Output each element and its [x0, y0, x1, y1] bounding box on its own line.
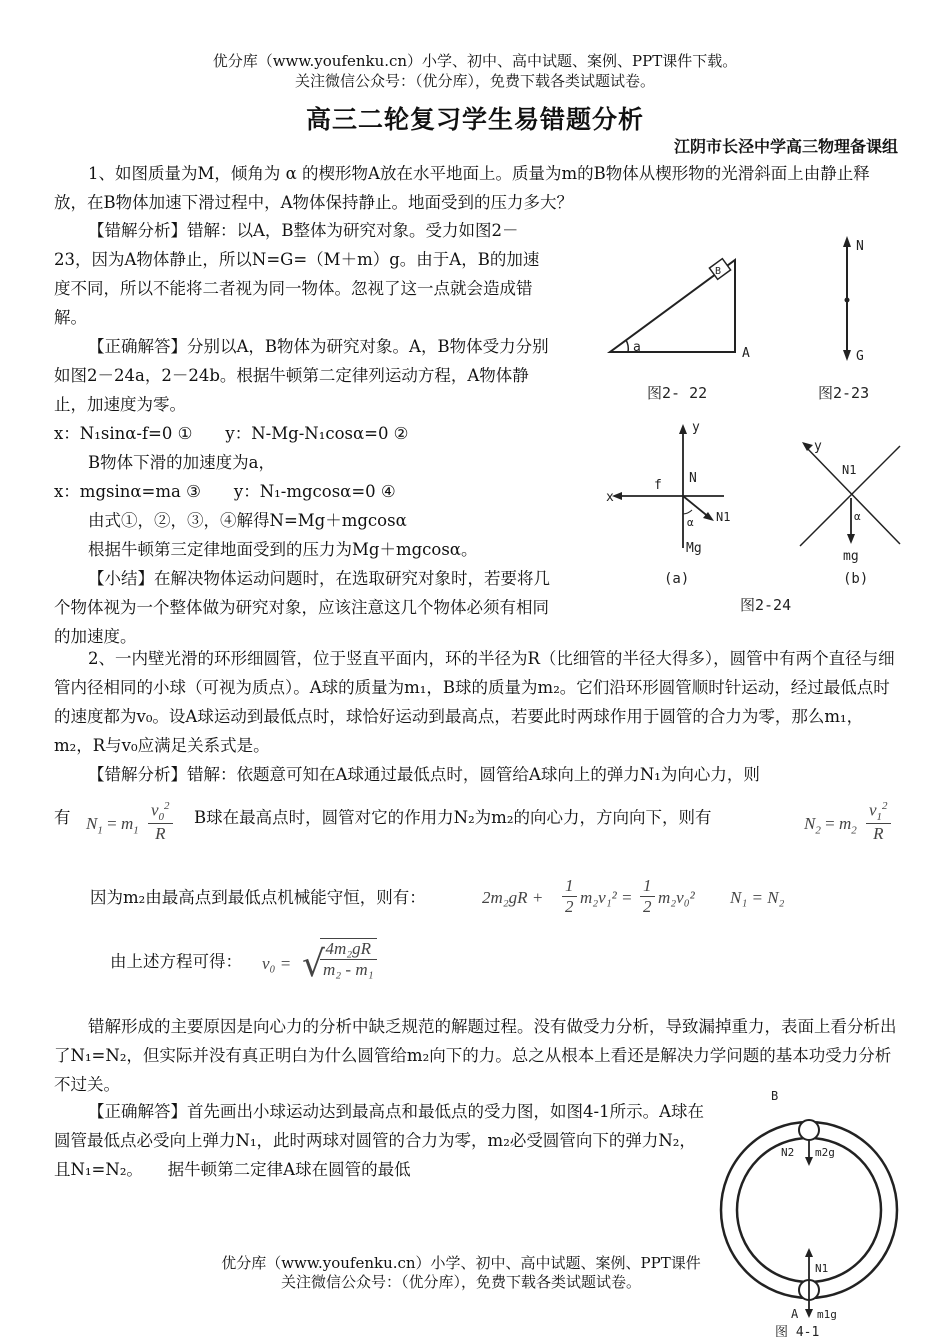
arrow-icon: [802, 442, 813, 451]
formula-v1: v: [869, 800, 877, 820]
arrow-down-icon: [805, 1309, 813, 1318]
q1-wrong-text: 错解：以A，B整体为研究对象。受力如图2－23，因为A物体静止，所以N=G=（M＋m）g。由于A，B的加速度不同，所以不能将二者视为同一物体。忽视了这一点就会造成错解。: [54, 221, 540, 327]
q1-summary: [54, 564, 554, 651]
formula-v0: v: [151, 800, 159, 820]
q2-wrong-label: 【错解分析】: [88, 765, 187, 784]
q2-correct-label: 【正确解答】: [88, 1102, 187, 1121]
formula-m2: m: [838, 814, 852, 833]
header-line-1: 优分库（www.youfenku.cn）小学、初中、高中试题、案例、PPT课件下载。: [212, 52, 738, 70]
fig222-caption: 图2- 22: [647, 384, 708, 402]
formula-v1-over-r: [866, 800, 891, 844]
q1-third-law: 根据牛顿第三定律地面受到的压力为Mg＋mgcosα。: [88, 540, 478, 559]
formula-v0-over-r: [148, 800, 173, 844]
fig222-label-alpha: a: [633, 340, 641, 355]
q1-solve: 由式①，②，③，④解得N=Mg＋mgcosα: [88, 511, 407, 530]
arrow-down-icon: [847, 534, 855, 544]
q1-wrong-label: 【错解分析】: [88, 221, 187, 240]
fig224-label-alpha-b: α: [854, 510, 861, 523]
formula-n-equal: N₁ = N₂: [730, 888, 785, 907]
fig224-label-a: (a): [664, 571, 690, 587]
q2-derive-line: [110, 938, 610, 1002]
formula-m1-sub: 1: [133, 824, 139, 837]
fig223-label-n: N: [856, 239, 864, 254]
q2-reason: 错解形成的主要原因是向心力的分析中缺乏规范的解题过程。没有做受力分析，导致漏掉重力，表面上看分析出了N₁=N₂，但实际并没有真正明白为什么圆管给m₂向下的力。总之从根本上看还是解决力学问题的基本功受力分析不过关。: [54, 1017, 897, 1094]
formula-energy-lhs: 2m₂gR +: [482, 888, 544, 907]
q1-correct-label: 【正确解答】: [88, 337, 187, 356]
q1-correct-text: 分别以A，B物体为研究对象。A，B物体受力分别如图2－24a，2－24b。根据牛顿第二定律列运动方程，A物体静止，加速度为零。: [54, 337, 549, 414]
formula-r: R: [155, 824, 166, 844]
formula-n2-symbol: N: [804, 814, 816, 833]
formula-v1-sup: 2: [882, 800, 888, 812]
fig223-caption: 图2-23: [818, 384, 870, 402]
q1-eq1: x：N₁sinα-f=0 ① y：N-Mg-N₁cosα=0 ②: [54, 424, 409, 443]
fig41-label-b: B: [771, 1089, 779, 1103]
formula-n1-sub: 1: [97, 824, 103, 837]
q2-derive-text: 由上述方程可得：: [110, 952, 242, 971]
formula-m2-sub: 2: [851, 824, 857, 837]
fig224-label-alpha: α: [687, 516, 694, 529]
fig224-label-y: y: [692, 420, 700, 435]
fig222-label-a: A: [742, 346, 750, 361]
footer-line-2: 关注微信公众号：（优分库），免费下载各类试题试卷。: [280, 1273, 641, 1291]
arrow-up-icon: [843, 236, 851, 247]
fig224-label-n1-b: N1: [842, 463, 857, 477]
formula-r-2: R: [873, 824, 884, 844]
arrow-down-icon: [805, 1157, 813, 1166]
fig41-label-n1: N1: [815, 1262, 829, 1275]
q2-b-text: B球在最高点时，圆管对它的作用力N₂为m₂的向心力，方向向下，则有: [194, 808, 712, 827]
fig224b-x-axis: [800, 446, 900, 546]
fig223-label-g: G: [856, 349, 864, 364]
footer-line-1: 优分库（www.youfenku.cn）小学、初中、高中试题、案例、PPT课件: [221, 1254, 701, 1272]
formula-n1-symbol: N: [86, 814, 98, 833]
formula-sqrt-den: m₂ - m₁: [323, 960, 374, 979]
fig41-label-m2g: m2g: [815, 1146, 835, 1159]
fig41-caption: 图 4-1: [775, 1325, 820, 1337]
fig224-label-mg-big: Mg: [686, 541, 702, 556]
formula-half-num: 1: [562, 876, 577, 897]
formula-sqrt-num: 4m₂gR: [320, 939, 377, 960]
formula-sqrt-fraction: [320, 938, 377, 980]
q1-summary-label: 【小结】: [88, 569, 154, 588]
figure-2-24: [600, 418, 910, 618]
figure-2-23: [800, 230, 910, 410]
formula-half-1: [562, 876, 577, 917]
formula-eq-2: =: [825, 814, 835, 833]
formula-v0-lhs: v₀ =: [262, 954, 292, 973]
q2-you: 有: [54, 808, 71, 827]
arrow-down-icon: [843, 350, 851, 361]
formula-half-den-2: 2: [643, 897, 652, 916]
formula-eq: =: [107, 814, 117, 833]
formula-v0-sub: 0: [158, 811, 165, 824]
formula-half-num-2: 1: [640, 876, 655, 897]
fig224-label-y-b: y: [814, 439, 822, 454]
fig224a-angle-arc: [683, 510, 692, 514]
q1-solution: [54, 216, 554, 651]
formula-v0-sup: 2: [164, 800, 170, 812]
fig41-label-n2: N2: [781, 1146, 795, 1159]
sqrt-icon: √: [302, 944, 325, 985]
formula-m1: m: [120, 814, 134, 833]
figure-2-22: [600, 230, 780, 410]
page-title: 高三二轮复习学生易错题分析: [305, 105, 644, 134]
q1-summary-text: 在解决物体运动问题时，在选取研究对象时，若要将几个物体视为一个整体做为研究对象，应该注意这几个物体必须有相同的加速度。: [54, 569, 550, 646]
fig224-label-b: (b): [843, 571, 869, 587]
q2-energy-line: [90, 876, 900, 926]
formula-m2v0: m₂v₀²: [658, 888, 695, 907]
fig224-label-n1: N1: [716, 510, 731, 524]
fig224-label-mg: mg: [843, 549, 859, 564]
author: 江阴市长泾中学高三物理备课组: [673, 137, 898, 156]
fig224-caption: 图2-24: [740, 596, 792, 614]
q2-wrong-analysis: [54, 760, 900, 789]
formula-half-2: [640, 876, 655, 917]
angle-arc: [626, 340, 628, 352]
fig41-label-a: A: [791, 1307, 799, 1321]
q2-correct-analysis: [54, 1097, 708, 1184]
q2-formula-line-1: [54, 800, 900, 860]
formula-m2v1: m₂v₁² =: [580, 888, 633, 907]
formula-n2-sub: 2: [815, 824, 821, 837]
q2-correct-text: 首先画出小球运动达到最高点和最低点的受力图，如图4-1所示。A球在圆管最低点必受向上弹力N₁，此时两球对圆管的合力为零，m₂必受圆管向下的弹力N₂，且N₁=N₂。 据牛顿第二定律A球在圆管的最低: [54, 1102, 704, 1179]
q2-stem: 2、一内壁光滑的环形细圆管，位于竖直平面内，环的半径为R（比细管的半径大得多），圆管中有两个直径与细管内径相同的小球（可视为质点）。A球的质量为m₁，B球的质量为m₂。它们沿环形圆管顺时针运动，经过最低点时的速度都为v₀。设A球运动到最低点时，球恰好运动到最高点，若要此时两球作用于圆管的合力为零，那么m₁，m₂，R与v₀应满足关系式是。: [54, 649, 895, 755]
fig224-label-n: N: [689, 471, 697, 486]
q1-stem: 1、如图质量为M，倾角为 α 的楔形物A放在水平地面上。质量为m的B物体从楔形物的光滑斜面上由静止释放，在B物体加速下滑过程中，A物体保持静止。地面受到的压力多大？: [54, 164, 870, 212]
arrow-up-icon: [679, 424, 687, 434]
fig224-label-x: x: [606, 490, 614, 505]
q1-wrong-analysis: [54, 216, 554, 332]
center-dot: [845, 298, 850, 303]
formula-n1: [86, 814, 139, 836]
formula-v1-sub: 1: [876, 811, 883, 824]
ball-b: [799, 1120, 819, 1140]
formula-half-den: 2: [565, 897, 574, 916]
q1-eq-intro: B物体下滑的加速度为a，: [88, 453, 275, 472]
fig224-label-f: f: [654, 478, 662, 493]
q2-wrong-text: 错解：依题意可知在A球通过最低点时，圆管给A球向上的弹力N₁为向心力，则: [187, 765, 760, 784]
fig222-label-b: B: [715, 266, 722, 277]
formula-n2: [804, 814, 857, 836]
figure-4-1: [715, 1082, 915, 1337]
fig41-label-m1g: m1g: [817, 1308, 837, 1321]
q2-energy-text: 因为m₂由最高点到最低点机械能守恒，则有：: [90, 888, 426, 907]
q1-correct-analysis: [54, 332, 554, 419]
q1-eq2: x：mgsinα=ma ③ y：N₁-mgcosα=0 ④: [54, 482, 396, 501]
header-line-2: 关注微信公众号：（优分库），免费下载各类试题试卷。: [294, 72, 655, 90]
